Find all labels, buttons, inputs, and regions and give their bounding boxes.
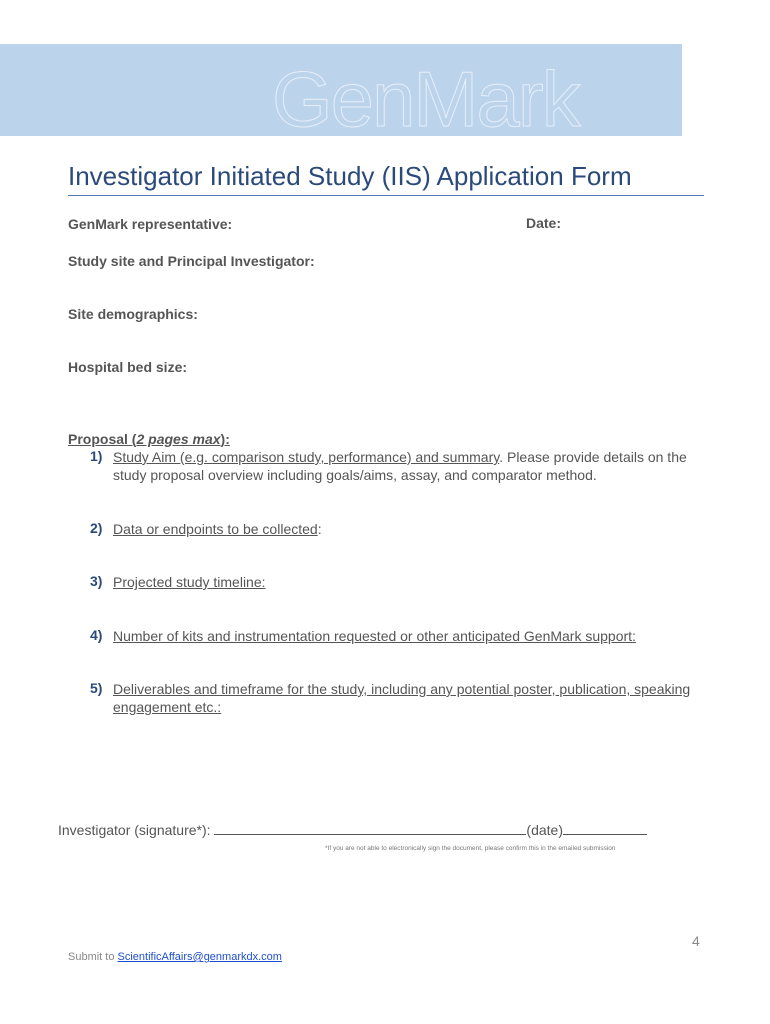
site-demographics-label: Site demographics:	[68, 306, 198, 322]
signature-date-label: (date)	[526, 822, 563, 838]
item-number: 4)	[90, 627, 103, 643]
signature-footnote: *If you are not able to electronically sign the document, please confirm this in the emailed submission	[325, 845, 616, 852]
item-number: 5)	[90, 680, 103, 696]
item-number: 3)	[90, 573, 103, 589]
submit-footer: Submit to ScientificAffairs@genmarkdx.com	[68, 951, 282, 963]
item-text: Data or endpoints to be collected:	[113, 521, 322, 537]
item-text: Study Aim (e.g. comparison study, performance) and summary. Please provide details on the study proposal overview including goals/aims, assay, and comparator method.	[113, 449, 687, 483]
item-number: 2)	[90, 520, 103, 536]
proposal-heading: Proposal (2 pages max):	[68, 431, 230, 447]
genmark-logo-watermark: GenMark	[272, 55, 579, 136]
page-title: Investigator Initiated Study (IIS) Application Form	[68, 161, 632, 191]
signature-line	[58, 822, 647, 838]
hospital-bed-size-label: Hospital bed size:	[68, 359, 188, 375]
title-divider	[68, 195, 704, 196]
page-number: 4	[692, 933, 700, 949]
representative-label: GenMark representative:	[68, 216, 233, 232]
item-number: 1)	[90, 448, 103, 464]
signature-field[interactable]	[214, 822, 526, 835]
signature-label: Investigator (signature*):	[58, 822, 215, 838]
date-label: Date:	[526, 215, 562, 231]
item-text: Projected study timeline:	[113, 574, 266, 590]
item-text: Deliverables and timeframe for the study, including any potential poster, publication, speaking engagement etc.:	[113, 681, 691, 715]
item-text: Number of kits and instrumentation requested or other anticipated GenMark support:	[113, 628, 636, 644]
submit-email-link[interactable]: ScientificAffairs@genmarkdx.com	[117, 951, 282, 963]
signature-date-field[interactable]	[563, 822, 647, 835]
header-banner	[0, 44, 682, 136]
study-site-label: Study site and Principal Investigator:	[68, 253, 315, 269]
